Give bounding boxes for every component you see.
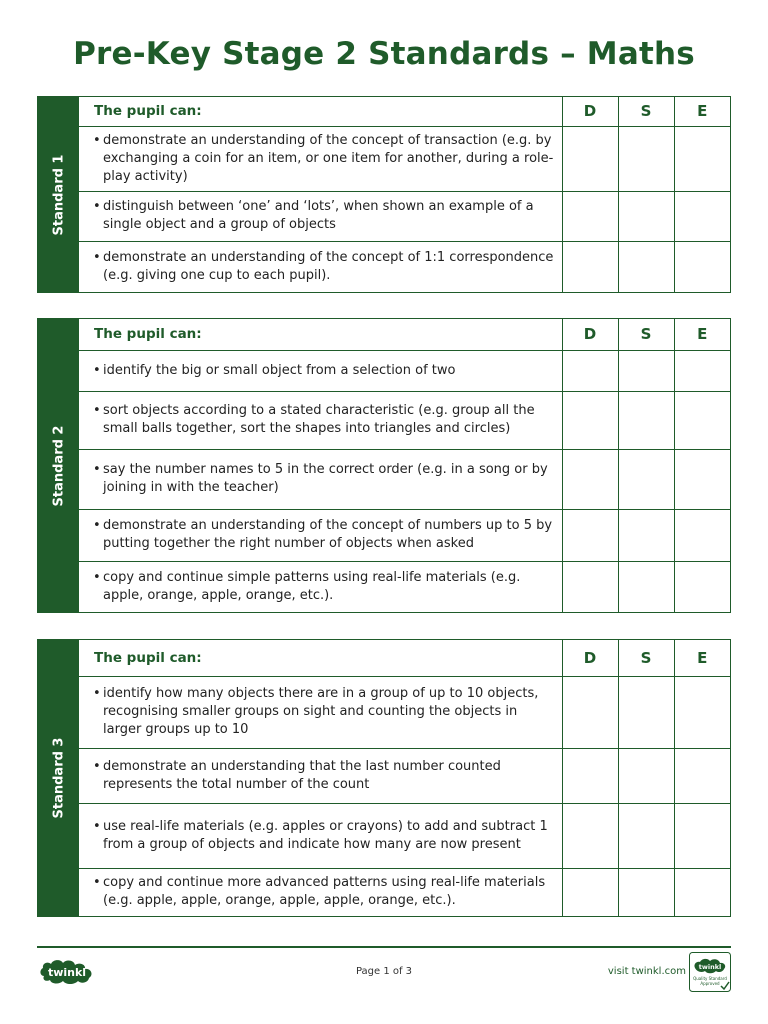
page-number: Page 1 of 3 [355, 966, 413, 977]
criterion-cell [79, 676, 562, 748]
checkbox-d[interactable] [562, 868, 618, 916]
table-row [79, 748, 730, 803]
checkbox-s[interactable] [618, 509, 674, 561]
col-e-header: E [674, 319, 730, 350]
badge-line-2: Approved [700, 981, 720, 986]
criterion-cell [79, 803, 562, 868]
standard-3-label-bar [38, 640, 79, 916]
page-title: Pre-Key Stage 2 Standards – Maths [73, 36, 695, 72]
checkbox-d[interactable] [562, 449, 618, 509]
col-s-header: S [618, 97, 674, 126]
table-row [79, 449, 730, 509]
quality-badge-icon [689, 952, 731, 992]
checkbox-s[interactable] [618, 350, 674, 391]
criterion-cell [79, 509, 562, 561]
bullet-icon: • [93, 249, 101, 265]
bullet-icon: • [93, 569, 101, 585]
criterion-text: identify how many objects there are in a group of up to 10 objects, recognising smaller groups on sight and counting the objects in larger groups up to 10 [103, 686, 539, 737]
col-e-header: E [674, 640, 730, 676]
pupil-can-header: The pupil can: [79, 319, 562, 350]
checkbox-s[interactable] [618, 803, 674, 868]
checkbox-d[interactable] [562, 748, 618, 803]
checkbox-s[interactable] [618, 561, 674, 612]
checkbox-e[interactable] [674, 803, 730, 868]
checkbox-e[interactable] [674, 676, 730, 748]
checkbox-s[interactable] [618, 748, 674, 803]
bullet-icon: • [93, 758, 101, 774]
table-row [79, 868, 730, 916]
checkbox-s[interactable] [618, 191, 674, 241]
criterion-text: demonstrate an understanding that the last number counted represents the total number of the count [103, 758, 501, 792]
checkbox-e[interactable] [674, 241, 730, 292]
col-e-header: E [674, 97, 730, 126]
standard-1-grid [79, 97, 730, 292]
col-s-header: S [618, 640, 674, 676]
checkbox-s[interactable] [618, 391, 674, 449]
criterion-cell [79, 350, 562, 391]
checkbox-d[interactable] [562, 350, 618, 391]
checkbox-e[interactable] [674, 350, 730, 391]
table-row [79, 391, 730, 449]
checkbox-s[interactable] [618, 868, 674, 916]
standard-1-table [37, 96, 731, 293]
criterion-text: use real-life materials (e.g. apples or crayons) to add and subtract 1 from a group of objects and indicate how many are now present [103, 818, 548, 852]
criterion-text: distinguish between ‘one’ and ‘lots’, when shown an example of a single object and a group of objects [103, 199, 534, 232]
checkbox-e[interactable] [674, 126, 730, 191]
criterion-cell [79, 449, 562, 509]
criterion-cell [79, 748, 562, 803]
criterion-text: demonstrate an understanding of the concept of numbers up to 5 by putting together the right number of objects when asked [103, 518, 553, 551]
col-s-header: S [618, 319, 674, 350]
checkbox-e[interactable] [674, 561, 730, 612]
criterion-cell [79, 868, 562, 916]
criterion-text: sort objects according to a stated characteristic (e.g. group all the small balls together, sort the shapes into triangles and circles) [103, 403, 535, 436]
table-row [79, 561, 730, 612]
standard-2-label: Standard 2 [51, 425, 66, 506]
checkbox-e[interactable] [674, 191, 730, 241]
criterion-cell [79, 391, 562, 449]
criterion-cell [79, 561, 562, 612]
checkbox-d[interactable] [562, 391, 618, 449]
table-row [79, 241, 730, 292]
standard-3-table [37, 639, 731, 917]
table-row [79, 126, 730, 191]
checkbox-d[interactable] [562, 803, 618, 868]
checkbox-e[interactable] [674, 449, 730, 509]
checkbox-d[interactable] [562, 241, 618, 292]
standard-1-label-bar [38, 97, 79, 292]
checkbox-s[interactable] [618, 449, 674, 509]
criterion-cell [79, 191, 562, 241]
bullet-icon: • [93, 462, 101, 477]
criterion-cell [79, 241, 562, 292]
standard-1-label: Standard 1 [51, 154, 66, 235]
bullet-icon: • [93, 132, 101, 148]
checkbox-d[interactable] [562, 126, 618, 191]
visit-link[interactable]: visit twinkl.com [607, 966, 686, 977]
col-d-header: D [562, 97, 618, 126]
bullet-icon: • [93, 362, 101, 378]
criterion-text: demonstrate an understanding of the concept of transaction (e.g. by exchanging a coin for an item, or one item for another, during a role-play activity) [103, 132, 554, 184]
pupil-can-header: The pupil can: [79, 640, 562, 676]
checkbox-d[interactable] [562, 509, 618, 561]
checkbox-d[interactable] [562, 676, 618, 748]
standard-2-table [37, 318, 731, 613]
bullet-icon: • [93, 818, 101, 834]
bullet-icon: • [93, 875, 101, 891]
pupil-can-header: The pupil can: [79, 97, 562, 126]
criterion-text: copy and continue more advanced patterns using real-life materials (e.g. apple, apple, orange, apple, apple, orange, etc.). [103, 875, 546, 909]
bullet-icon: • [93, 199, 101, 214]
checkbox-s[interactable] [618, 241, 674, 292]
col-d-header: D [562, 640, 618, 676]
table-row [79, 803, 730, 868]
table-row [79, 191, 730, 241]
checkbox-e[interactable] [674, 868, 730, 916]
checkbox-e[interactable] [674, 509, 730, 561]
badge-title: twinkl [698, 963, 722, 971]
criterion-text: demonstrate an understanding of the concept of 1:1 correspondence (e.g. giving one cup to each pupil). [103, 249, 554, 283]
table-row [79, 676, 730, 748]
checkbox-d[interactable] [562, 191, 618, 241]
checkbox-s[interactable] [618, 126, 674, 191]
checkbox-e[interactable] [674, 391, 730, 449]
bullet-icon: • [93, 403, 101, 418]
standard-2-label-bar [38, 319, 79, 612]
checkbox-s[interactable] [618, 676, 674, 748]
criterion-text: copy and continue simple patterns using real-life materials (e.g. apple, orange, apple, orange, etc.). [103, 569, 521, 603]
col-d-header: D [562, 319, 618, 350]
table-row [79, 350, 730, 391]
criterion-cell [79, 126, 562, 191]
logo-text: twinkl [47, 966, 87, 979]
bullet-icon: • [93, 686, 101, 701]
badge-line-1: Quality Standard [693, 976, 727, 981]
bullet-icon: • [93, 518, 101, 533]
standard-2-grid [79, 319, 730, 612]
table-row [79, 509, 730, 561]
standard-3-grid [79, 640, 730, 916]
footer-divider [37, 946, 731, 948]
checkbox-e[interactable] [674, 748, 730, 803]
standard-3-label: Standard 3 [51, 737, 66, 819]
criterion-text: identify the big or small object from a selection of two [103, 362, 456, 378]
criterion-text: say the number names to 5 in the correct order (e.g. in a song or by joining in with the teacher) [103, 462, 548, 495]
checkbox-d[interactable] [562, 561, 618, 612]
